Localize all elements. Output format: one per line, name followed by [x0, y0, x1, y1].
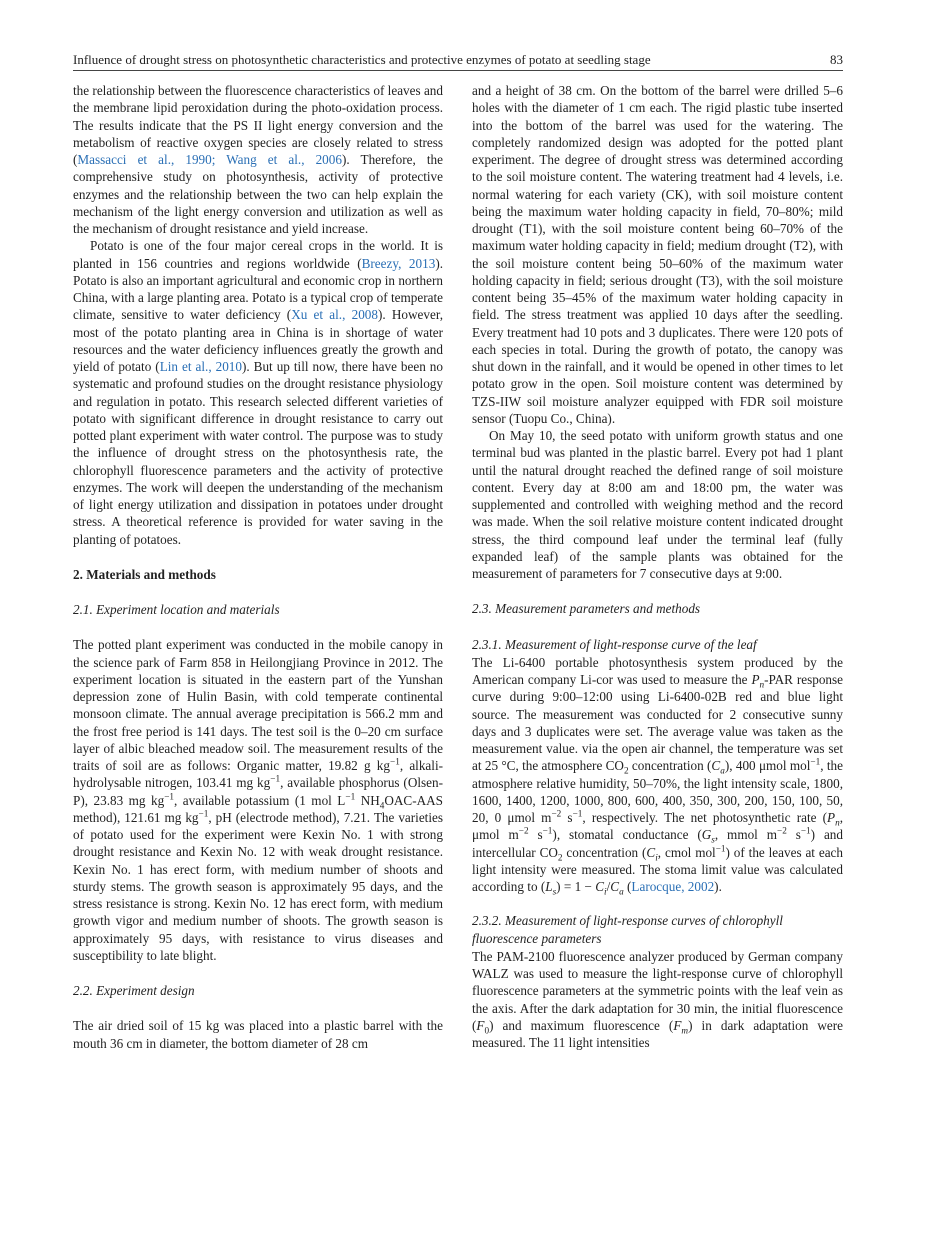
subsection-heading: 2.3. Measurement parameters and methods [472, 601, 701, 617]
running-title: Influence of drought stress on photosynthetic characteristics and protective enzymes of potato at seedling stage [73, 52, 651, 67]
paragraph: and a height of 38 cm. On the bottom of the barrel were drilled 5–6 holes with the diameter of 1 cm each. The rigid plastic tube inserted into the bottom of the barrel was used for the watering. The completely randomized design was adopted for the potted plant experiment. The degree of drought stress was determined according to the soil moisture content. The watering treatment had 4 levels, i.e. normal watering for each variety (CK), with soil moisture content being the maximum water holding capacity in field, 70–80%; mild drought (T1), with the soil moisture content being 60–70% of the maximum water holding capacity in field; medium drought (T2), with the soil moisture content being 50–60% of the maximum water holding capacity in field; serious drought (T3), with the soil moisture content being 35–45% of the maximum water holding capacity in field. The stress treatment was applied 10 days after the seedling. Every treatment had 10 pots and 3 duplicates. There were 120 pots of each species in total. During the growth of potato, the canopy was shut down in the rainfall, and it would be opened in other times to let potato grow in the open. Soil moisture content was determined by TZS-IIW soil moisture analyzer equipped with FDR soil moisture sensor (Tuopu Co., China). [472, 83, 843, 426]
paragraph: the relationship between the fluorescence characteristics of leaves and the membrane lipid peroxidation during the photo-oxidation process. The results indicate that the PS II light energy conversion and the metabolism of reactive oxygen species are closely related to stress (Massacci et al., 1990; Wang et al., 2006). Therefore, the comprehensive study on photosynthesis, activity of protective enzymes and the relationship between the two can help explain the mechanism of the light energy conversion and utilization as well as the mechanism of drought resistance and yield increase. [73, 83, 443, 236]
running-header [73, 50, 843, 71]
subsection-heading: 2.1. Experiment location and materials [73, 602, 280, 617]
paragraph: Potato is one of the four major cereal crops in the world. It is planted in 156 countries and regions worldwide (Breezy, 2013). Potato is also an important agricultural and economic crop in northern China, with a large planting area. Potato is a typical crop of temperate climate, sensitive to water deficiency (Xu et al., 2008). However, most of the potato planting area in China is in shortage of water resources and the water deficiency influences greatly the growth and yield of potato (Lin et al., 2010). But up till now, there have been no systematic and profound studies on the drought resistance physiology and regulation in potato. This research selected different varieties of potato with significant difference in drought resistance to carry out potted plant experiment with water control. The purpose was to study the influence of drought stress on the photosynthesis rate, the chlorophyll fluorescence parameters and the activity of protective enzymes. The work will deepen the understanding of the mechanism of light energy utilization and dissipation in potatoes under drought stress. A theoretical reference is provided for water saving in the planting of potatoes. [73, 238, 444, 547]
subsubsection-heading: 2.3.2. Measurement of light-response curves of chlorophyll fluorescence parameters [472, 913, 783, 946]
page-number: 83 [830, 52, 843, 67]
paragraph: The Li-6400 portable photosynthesis system produced by the American company Li-cor was used to measure the $P_n$-PAR response curve during 9:00–12:00 using Li-6400-02B red and blue light source. The measurement was conducted for 2 consecutive sunny days and 3 duplicates were set. The average value was taken as the measurement value. via the open air channel, the temperature was set at 25 °C, the atmosphere $CO_2$ concentration $(C_a)$, 400 μmol mol$^{-1}$, the atmosphere relative humidity, 50–70%, the light intensity scale, 1800, 1600, 1400, 1200, 1000, 800, 600, 400, 350, 300, 200, 150, 100, 50, 20, 0 μmol $m^{-2}$ $s^{-1}$, respectively. The net photosynthetic rate ($P_n$, μmol $m^{-2}$ $s^{-1}$), stomatal conductance ($G_s$, mmol $m^{-2}$ $s^{-1}$) and intercellular $CO_2$ concentration ($C_i$, cmol mol$^{-1}$) of the leaves at each light intensity were measured. The stoma limit value was calculated according to $(L_s) = 1 - C_i/C_a$ (Larocque, 2002). [472, 654, 844, 897]
citation-link[interactable]: Xu et al., 2008 [291, 307, 378, 323]
paragraph: The PAM-2100 fluorescence analyzer produced by German company WALZ was used to measure the light-response curve of chlorophyll fluorescence parameters at the symmetric points with the leaf vein as the axis. After the dark adaptation for 30 min, the initial fluorescence $(F_0)$ and maximum fluorescence $(F_m)$ in dark adaptation were measured. The 11 light intensities [472, 948, 843, 1050]
paragraph: On May 10, the seed potato with uniform growth status and one terminal bud was planted in the plastic barrel. Every pot had 1 plant until the natural drought reached the defined range of soil moisture content. Every day at 8:00 am and 18:00 pm, the water was supplemented and controlled with weighing method and the record was made. When the soil relative moisture content indicated drought stress, the third compound leaf under the terminal leaf (fully expanded leaf) of the sample plants was obtained for the measurement of parameters for 7 consecutive days at 9:00. [472, 428, 843, 581]
paragraph: The potted plant experiment was conducted in the mobile canopy in the science park of Farm 858 in Heilongjiang Province in 2012. The experiment location is situated in the eastern part of the Yunshan depression zone of Hulin Basin, with cold temperate continental monsoon climate. The annual average precipitation is 566.2 mm and the frost free period is 141 days. The test soil is the 0–20 cm surface layer of albic bleached meadow soil. The measurement results of the traits of soil are as follows: Organic matter, 19.82 g $kg^{-1}$, alkali-hydrolysable nitrogen, 103.41 mg $kg^{-1}$, available phosphorus (Olsen-P), 23.83 mg $kg^{-1}$, available potassium (1 mol $L^{-1}$ $NH_4OAC$-AAS method), 121.61 mg $kg^{-1}$, pH (electrode method), 7.21. The varieties of potato used for the experiment were Kexin No. 1 with strong drought resistance and Kexin No. 12 with weak drought resistance. Kexin No. 1 has erect form, with medium number of shoots and sturdy stems. The growth season is approximately 95 days, and the stress resistance is strong. Kexin No. 12 has erect form, with medium growth vigor and medium number of shoots. The growth season is approximately 95 days, with resistance to virus diseases and susceptibility to late blight. [73, 637, 444, 963]
paragraph: The air dried soil of 15 kg was placed into a plastic barrel with the mouth 36 cm in diameter, the bottom diameter of 28 cm [73, 1018, 443, 1051]
left-column [73, 82, 443, 1052]
subsection-heading: 2.2. Experiment design [73, 983, 195, 998]
citation-link[interactable]: Larocque, 2002 [631, 879, 715, 894]
citation-link[interactable]: Massacci et al., 1990; Wang et al., 2006 [77, 152, 342, 167]
subsubsection-heading: 2.3.1. Measurement of light-response curve of the leaf [472, 636, 757, 652]
citation-link[interactable]: Breezy, 2013 [361, 255, 436, 271]
right-column [472, 82, 843, 1051]
section-heading: 2. Materials and methods [73, 566, 216, 582]
citation-link[interactable]: Lin et al., 2010 [159, 359, 242, 374]
